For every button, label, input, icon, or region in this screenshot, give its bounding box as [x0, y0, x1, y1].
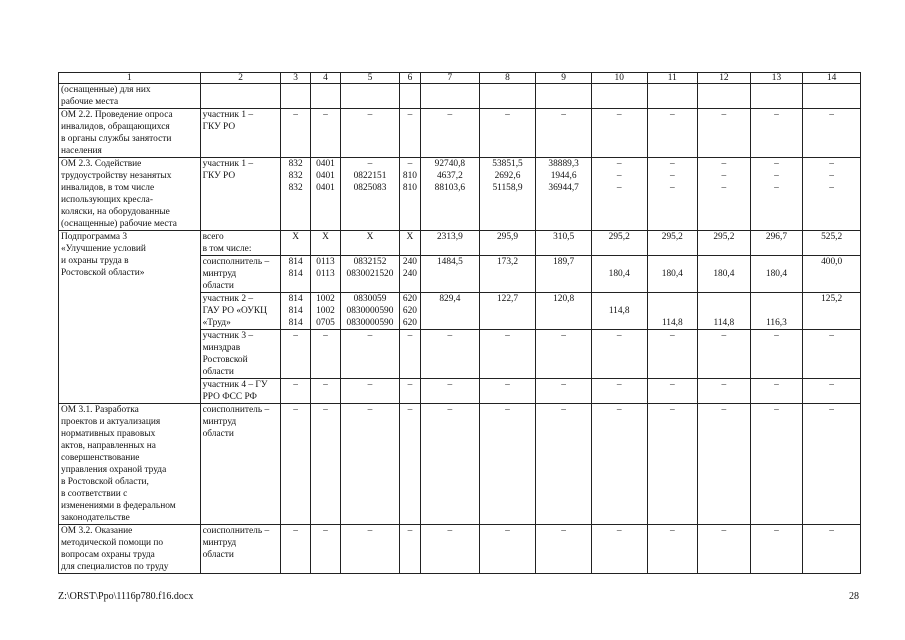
value-cell-c9: –: [536, 404, 592, 525]
value-cell-c9: [536, 84, 592, 109]
value-cell-c7: –: [421, 525, 480, 574]
value-cell-c3: –: [281, 330, 310, 379]
value-cell-c14: –: [803, 404, 861, 525]
executor-cell: всего в том числе:: [200, 231, 281, 256]
value-cell-c12: –: [698, 525, 751, 574]
value-cell-c6: –: [399, 525, 420, 574]
value-cell-c6: –: [399, 404, 420, 525]
activity-cell: ОМ 2.3. Содействие трудоустройству незанятых инвалидов, в том числе использующих кресла- коляски, на оборудованные (оснащенные) рабочие места: [59, 158, 201, 231]
value-cell-c5: 0830059 0830000590 0830000590: [341, 293, 400, 330]
table-row: [59, 84, 861, 109]
value-cell-c5: – 0822151 0825083: [341, 158, 400, 231]
value-cell-c7: 92740,8 4637,2 88103,6: [421, 158, 480, 231]
value-cell-c11: –: [647, 404, 698, 525]
header-col-2: 2: [200, 73, 281, 84]
value-cell-c10: – – –: [591, 158, 647, 231]
value-cell-c11: [647, 84, 698, 109]
value-cell-c11: 180,4: [647, 256, 698, 293]
value-cell-c7: 2313,9: [421, 231, 480, 256]
value-cell-c13: 116,3: [750, 293, 803, 330]
header-col-12: 12: [698, 73, 751, 84]
value-cell-c8: –: [479, 404, 536, 525]
value-cell-c8: 122,7: [479, 293, 536, 330]
value-cell-c5: –: [341, 404, 400, 525]
executor-cell: участник 2 – ГАУ РО «ОУКЦ «Труд»: [200, 293, 281, 330]
header-col-7: 7: [421, 73, 480, 84]
value-cell-c10: –: [591, 404, 647, 525]
value-cell-c5: –: [341, 379, 400, 404]
value-cell-c14: –: [803, 109, 861, 158]
value-cell-c7: –: [421, 330, 480, 379]
executor-cell: соисполнитель – минтруд области: [200, 256, 281, 293]
executor-cell: [200, 84, 281, 109]
value-cell-c13: –: [750, 404, 803, 525]
executor-cell: соисполнитель – минтруд области: [200, 404, 281, 525]
table-row: [59, 109, 861, 158]
activity-cell: ОМ 2.2. Проведение опроса инвалидов, обращающихся в органы службы занятости населения: [59, 109, 201, 158]
value-cell-c12: 114,8: [698, 293, 751, 330]
value-cell-c10: –: [591, 109, 647, 158]
value-cell-c4: –: [310, 404, 340, 525]
value-cell-c5: –: [341, 109, 400, 158]
value-cell-c12: –: [698, 330, 751, 379]
value-cell-c11: – – –: [647, 158, 698, 231]
value-cell-c10: 114,8: [591, 293, 647, 330]
value-cell-c7: 1484,5: [421, 256, 480, 293]
header-col-10: 10: [591, 73, 647, 84]
value-cell-c11: 295,2: [647, 231, 698, 256]
header-col-11: 11: [647, 73, 698, 84]
value-cell-c8: 53851,5 2692,6 51158,9: [479, 158, 536, 231]
value-cell-c13: 296,7: [750, 231, 803, 256]
value-cell-c6: [399, 84, 420, 109]
subprogram-total-row: [59, 231, 861, 256]
value-cell-c3: Х: [281, 231, 310, 256]
value-cell-c8: 295,9: [479, 231, 536, 256]
value-cell-c7: [421, 84, 480, 109]
value-cell-c5: 0832152 0830021520: [341, 256, 400, 293]
document-path: Z:\ORST\Ppo\1116p780.f16.docx: [58, 591, 194, 602]
value-cell-c5: Х: [341, 231, 400, 256]
value-cell-c9: –: [536, 525, 592, 574]
value-cell-c6: –: [399, 330, 420, 379]
value-cell-c5: [341, 84, 400, 109]
value-cell-c3: –: [281, 525, 310, 574]
table-row: [59, 158, 861, 231]
budget-table: [58, 72, 861, 574]
value-cell-c8: –: [479, 330, 536, 379]
executor-cell: участник 1 – ГКУ РО: [200, 158, 281, 231]
value-cell-c6: 240 240: [399, 256, 420, 293]
value-cell-c9: –: [536, 109, 592, 158]
value-cell-c4: 0113 0113: [310, 256, 340, 293]
value-cell-c12: –: [698, 404, 751, 525]
value-cell-c10: [591, 84, 647, 109]
value-cell-c13: – – –: [750, 158, 803, 231]
value-cell-c14: –: [803, 330, 861, 379]
value-cell-c10: –: [591, 379, 647, 404]
value-cell-c12: –: [698, 109, 751, 158]
subprogram-title: Подпрограмма 3 «Улучшение условий и охраны труда в Ростовской области»: [59, 231, 201, 404]
value-cell-c7: –: [421, 379, 480, 404]
value-cell-c12: [698, 84, 751, 109]
value-cell-c3: –: [281, 109, 310, 158]
value-cell-c14: –: [803, 379, 861, 404]
value-cell-c10: 180,4: [591, 256, 647, 293]
value-cell-c14: 125,2: [803, 293, 861, 330]
value-cell-c4: –: [310, 525, 340, 574]
table-row: [59, 404, 861, 525]
value-cell-c11: 114,8: [647, 293, 698, 330]
value-cell-c14: 400,0: [803, 256, 861, 293]
value-cell-c3: 832 832 832: [281, 158, 310, 231]
header-col-4: 4: [310, 73, 340, 84]
value-cell-c4: 0401 0401 0401: [310, 158, 340, 231]
value-cell-c9: –: [536, 379, 592, 404]
value-cell-c14: 525,2: [803, 231, 861, 256]
value-cell-c4: [310, 84, 340, 109]
header-col-3: 3: [281, 73, 310, 84]
value-cell-c11: –: [647, 379, 698, 404]
value-cell-c4: Х: [310, 231, 340, 256]
value-cell-c12: 180,4: [698, 256, 751, 293]
value-cell-c3: [281, 84, 310, 109]
header-col-13: 13: [750, 73, 803, 84]
value-cell-c9: 189,7: [536, 256, 592, 293]
value-cell-c10: 295,2: [591, 231, 647, 256]
header-col-14: 14: [803, 73, 861, 84]
value-cell-c13: –: [750, 379, 803, 404]
header-col-1: 1: [59, 73, 201, 84]
executor-cell: участник 4 – ГУ РРО ФСС РФ: [200, 379, 281, 404]
value-cell-c14: [803, 84, 861, 109]
value-cell-c12: – – –: [698, 158, 751, 231]
value-cell-c4: 1002 1002 0705: [310, 293, 340, 330]
header-col-9: 9: [536, 73, 592, 84]
value-cell-c6: – 810 810: [399, 158, 420, 231]
executor-cell: соисполнитель – минтруд области: [200, 525, 281, 574]
value-cell-c3: –: [281, 404, 310, 525]
value-cell-c4: –: [310, 109, 340, 158]
value-cell-c8: –: [479, 109, 536, 158]
value-cell-c12: 295,2: [698, 231, 751, 256]
table-row: [59, 525, 861, 574]
value-cell-c8: –: [479, 525, 536, 574]
value-cell-c6: Х: [399, 231, 420, 256]
value-cell-c10: –: [591, 525, 647, 574]
value-cell-c3: –: [281, 379, 310, 404]
value-cell-c7: –: [421, 109, 480, 158]
header-col-6: 6: [399, 73, 420, 84]
value-cell-c10: –: [591, 330, 647, 379]
value-cell-c11: –: [647, 330, 698, 379]
value-cell-c8: [479, 84, 536, 109]
value-cell-c14: –: [803, 525, 861, 574]
value-cell-c13: [750, 84, 803, 109]
activity-cell: (оснащенные) для них рабочие места: [59, 84, 201, 109]
value-cell-c9: 120,8: [536, 293, 592, 330]
value-cell-c4: –: [310, 379, 340, 404]
activity-cell: ОМ 3.2. Оказание методической помощи по вопросам охраны труда для специалистов по труду: [59, 525, 201, 574]
value-cell-c13: –: [750, 525, 803, 574]
value-cell-c13: –: [750, 330, 803, 379]
header-col-8: 8: [479, 73, 536, 84]
value-cell-c6: –: [399, 379, 420, 404]
value-cell-c6: 620 620 620: [399, 293, 420, 330]
value-cell-c9: 310,5: [536, 231, 592, 256]
value-cell-c8: –: [479, 379, 536, 404]
page-number: 28: [849, 591, 859, 602]
value-cell-c11: –: [647, 525, 698, 574]
executor-cell: участник 3 – минздрав Ростовской области: [200, 330, 281, 379]
header-col-5: 5: [341, 73, 400, 84]
value-cell-c9: –: [536, 330, 592, 379]
value-cell-c4: –: [310, 330, 340, 379]
value-cell-c12: –: [698, 379, 751, 404]
value-cell-c8: 173,2: [479, 256, 536, 293]
value-cell-c3: 814 814: [281, 256, 310, 293]
value-cell-c5: –: [341, 525, 400, 574]
value-cell-c9: 38889,3 1944,6 36944,7: [536, 158, 592, 231]
value-cell-c13: –: [750, 109, 803, 158]
activity-cell: ОМ 3.1. Разработка проектов и актуализация нормативных правовых актов, направленных на совершенствование управления охраной труда в Ростовской области, в соответствии с изменениями в федеральном законодательстве: [59, 404, 201, 525]
header-row: [59, 73, 861, 84]
value-cell-c7: 829,4: [421, 293, 480, 330]
value-cell-c5: –: [341, 330, 400, 379]
value-cell-c14: – – –: [803, 158, 861, 231]
value-cell-c7: –: [421, 404, 480, 525]
value-cell-c3: 814 814 814: [281, 293, 310, 330]
value-cell-c6: –: [399, 109, 420, 158]
value-cell-c11: –: [647, 109, 698, 158]
executor-cell: участник 1 – ГКУ РО: [200, 109, 281, 158]
value-cell-c13: 180,4: [750, 256, 803, 293]
